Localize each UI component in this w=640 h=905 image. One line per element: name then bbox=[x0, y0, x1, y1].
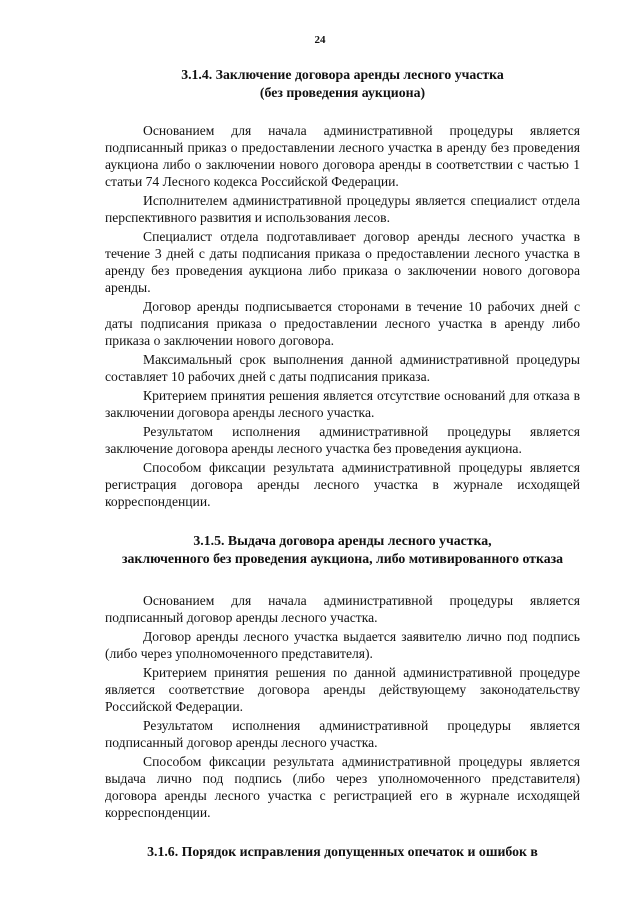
section-heading-3-1-6 bbox=[105, 843, 580, 861]
heading-line: заключенного без проведения аукциона, либо мотивированного отказа bbox=[121, 551, 564, 566]
page-content bbox=[105, 66, 580, 861]
page-number: 24 bbox=[314, 34, 326, 46]
paragraph: Договор аренды лесного участка выдается заявителю лично под подпись (либо через уполномоченного представителя). bbox=[105, 629, 580, 661]
heading-line: 3.1.4. Заключение договора аренды лесного участка bbox=[181, 67, 504, 82]
heading-line: (без проведения аукциона) bbox=[259, 85, 426, 100]
paragraph: Основанием для начала административной процедуры является подписанный приказ о предоставлении лесного участка в аренду без проведения аукциона либо о заключении нового договора аренды в соответствии с частью 1 статьи 74 Лесного кодекса Российской Федерации. bbox=[105, 123, 580, 189]
section-heading-3-1-4 bbox=[105, 66, 580, 102]
paragraph: Способом фиксации результата административной процедуры является регистрация договора аренды лесного участка в журнале исходящей корреспонденции. bbox=[105, 460, 580, 509]
paragraph: Максимальный срок выполнения данной административной процедуры составляет 10 рабочих дней с даты подписания приказа. bbox=[105, 352, 580, 384]
paragraph: Договор аренды подписывается сторонами в течение 10 рабочих дней с даты подписания приказа о предоставлении лесного участка в аренду либо приказа о заключении нового договора. bbox=[105, 299, 580, 348]
paragraph: Результатом исполнения административной процедуры является заключение договора аренды лесного участка без проведения аукциона. bbox=[105, 424, 580, 456]
paragraph: Специалист отдела подготавливает договор аренды лесного участка в течение 3 дней с даты подписания приказа о предоставлении лесного участка в аренду без проведения аукциона либо приказа о заключении нового договора аренды. bbox=[105, 229, 580, 295]
heading-line: 3.1.6. Порядок исправления допущенных опечаток и ошибок в bbox=[147, 844, 538, 859]
paragraph: Результатом исполнения административной процедуры является подписанный договор аренды лесного участка. bbox=[105, 718, 580, 750]
paragraph: Исполнителем административной процедуры является специалист отдела перспективного развития и использования лесов. bbox=[105, 193, 580, 225]
paragraph: Критерием принятия решения по данной административной процедуре является соответствие договора аренды действующему законодательству Российской Федерации. bbox=[105, 665, 580, 714]
heading-line: 3.1.5. Выдача договора аренды лесного участка, bbox=[193, 533, 492, 548]
paragraph: Основанием для начала административной процедуры является подписанный договор аренды лесного участка. bbox=[105, 593, 580, 625]
paragraph: Критерием принятия решения является отсутствие оснований для отказа в заключении договора аренды лесного участка. bbox=[105, 388, 580, 420]
paragraph: Способом фиксации результата административной процедуры является выдача лично под подпись (либо через уполномоченного представителя) договора аренды лесного участка с регистрацией его в журнале исходящей корреспонденции. bbox=[105, 754, 580, 820]
section-heading-3-1-5 bbox=[105, 532, 580, 568]
